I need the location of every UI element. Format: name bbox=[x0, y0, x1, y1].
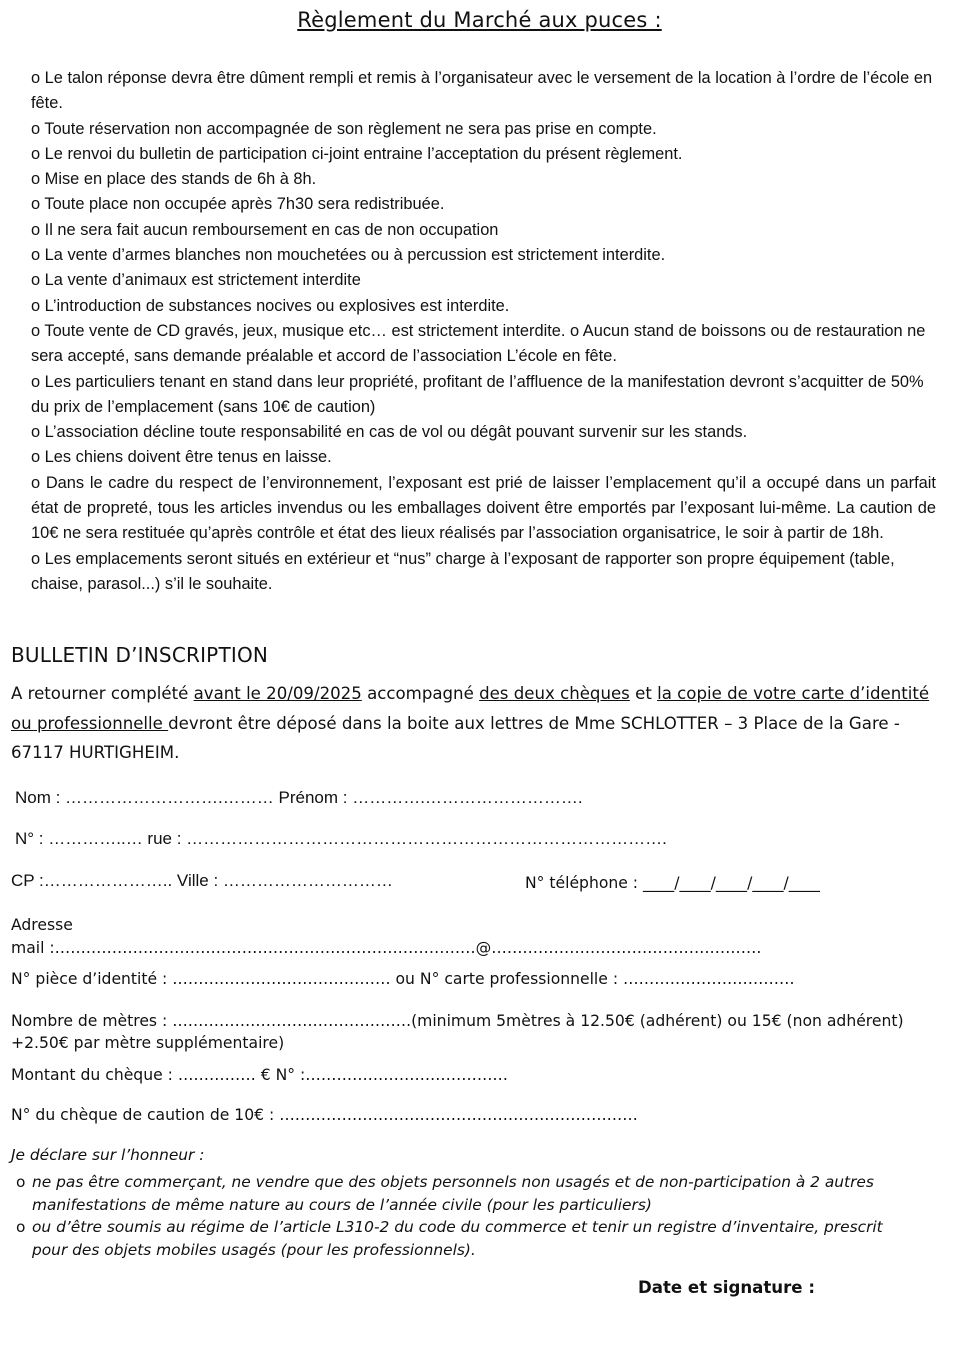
meters-field[interactable]: Nombre de mètres : ……………………………………….(minimum 5mètres à 12.50€ (adhérent) ou 15€ (non adhérent) +2.50€ par mètre supplémentaire) bbox=[11, 1012, 904, 1052]
declaration-list bbox=[16, 1171, 916, 1261]
return-instructions bbox=[11, 679, 946, 768]
return-text: et bbox=[629, 684, 658, 703]
declaration-text: ne pas être commerçant, ne vendre que des objets personnels non usagés et de non-participation à 2 autres manifestations de même nature au cours de l’année civile (pour les particuliers) bbox=[32, 1173, 874, 1214]
rule-item: o Dans le cadre du respect de l’environnement, l’exposant est prié de laisser l’emplacement qu’il a occupé dans un parfait état de propreté, tous les articles invendus ou les emballages doivent être emportés par l’exposant lui-même. La caution de 10€ ne sera restituée qu’après contrôle et état des lieux réalisés par l’association organisatrice, le soir à partir de 18h. bbox=[31, 473, 936, 543]
return-text: accompagné bbox=[361, 684, 480, 703]
id-copy-text: la copie de votre carte d’identité ou professionnelle bbox=[11, 684, 930, 733]
rule-item: o Les emplacements seront situés en extérieur et “nus” charge à l’exposant de rapporter son propre équipement (table, chaise, parasol...) s’il le souhaite. bbox=[31, 549, 895, 593]
bullet: o bbox=[16, 1173, 26, 1191]
bullet: o bbox=[16, 1218, 26, 1236]
rule-item: o Le talon réponse devra être dûment rempli et remis à l’organisateur avec le versement de la location à l’ordre de l’école en fête. bbox=[31, 69, 933, 113]
rule-item: o L’association décline toute responsabilité en cas de vol ou dégât pouvant survenir sur les stands. bbox=[31, 423, 748, 442]
phone-field[interactable]: N° téléphone : ____/____/____/____/____ bbox=[525, 874, 820, 892]
id-number-field[interactable]: N° pièce d’identité : …………………………………… ou N° carte professionnelle : …………………………… bbox=[11, 970, 795, 988]
rule-item: o Toute vente de CD gravés, jeux, musique etc… est strictement interdite. o Aucun stand de boissons ou de restauration ne sera accepté, sans demande préalable et accord de l’association L’école en fête. bbox=[31, 321, 926, 366]
rule-item: o La vente d’armes blanches non mouchetées ou à percussion est strictement interdite. bbox=[31, 246, 666, 265]
deposit-cheque-field[interactable]: N° du chèque de caution de 10€ : …………………………………………………………… bbox=[11, 1106, 638, 1124]
postcode-city-field[interactable]: CP :………………….. Ville : ………………………… bbox=[11, 871, 393, 890]
rule-item: o Les chiens doivent être tenus en laisse. bbox=[31, 448, 332, 467]
rules-list bbox=[31, 66, 936, 597]
declaration-item bbox=[16, 1171, 916, 1216]
deadline-text: avant le 20/09/2025 bbox=[193, 684, 362, 703]
name-field[interactable]: Nom : ……………………….……… Prénom : ………….………………………. bbox=[15, 788, 583, 807]
return-text: A retourner complété bbox=[11, 684, 194, 703]
rule-item: o Toute place non occupée après 7h30 sera redistribuée. bbox=[31, 195, 445, 214]
street-field[interactable]: N° : …………..… rue : …………………………………………………………………………. bbox=[15, 829, 667, 848]
rule-item: o Le renvoi du bulletin de participation ci-joint entraine l’acceptation du présent règlement. bbox=[31, 144, 683, 163]
bulletin-heading: BULLETIN D’INSCRIPTION bbox=[11, 643, 269, 667]
page-title: Règlement du Marché aux puces : bbox=[297, 8, 662, 32]
rule-item: o Toute réservation non accompagnée de son règlement ne sera pas prise en compte. bbox=[31, 119, 657, 138]
return-text: devront être déposé dans la boite aux lettres de Mme SCHLOTTER – 3 Place de la Gare - 67117 HURTIGHEIM. bbox=[11, 713, 900, 762]
signature-label: Date et signature : bbox=[638, 1278, 815, 1297]
cheque-amount-field[interactable]: Montant du chèque : …………… € N° :………………………………… bbox=[11, 1066, 509, 1084]
declaration-text: ou d’être soumis au régime de l’article L310-2 du code du commerce et tenir un registre d’inventaire, prescrit pour des objets mobiles usagés (pour les professionnels). bbox=[32, 1218, 883, 1259]
rule-item: o Les particuliers tenant en stand dans leur propriété, profitant de l’affluence de la manifestation devront s’acquitter de 50% du prix de l’emplacement (sans 10€ de caution) bbox=[31, 372, 924, 416]
rule-item: o La vente d’animaux est strictement interdite bbox=[31, 271, 361, 290]
declaration-heading: Je déclare sur l’honneur : bbox=[11, 1146, 205, 1164]
email-field[interactable]: mail :………………………………………………………………………@……………………………………………. bbox=[11, 939, 762, 957]
address-label: Adresse bbox=[11, 916, 73, 934]
cheques-text: des deux chèques bbox=[479, 684, 630, 703]
declaration-item bbox=[16, 1216, 916, 1261]
rule-item: o Il ne sera fait aucun remboursement en cas de non occupation bbox=[31, 220, 499, 239]
rule-item: o Mise en place des stands de 6h à 8h. bbox=[31, 170, 317, 189]
rule-item: o L’introduction de substances nocives ou explosives est interdite. bbox=[31, 296, 510, 315]
